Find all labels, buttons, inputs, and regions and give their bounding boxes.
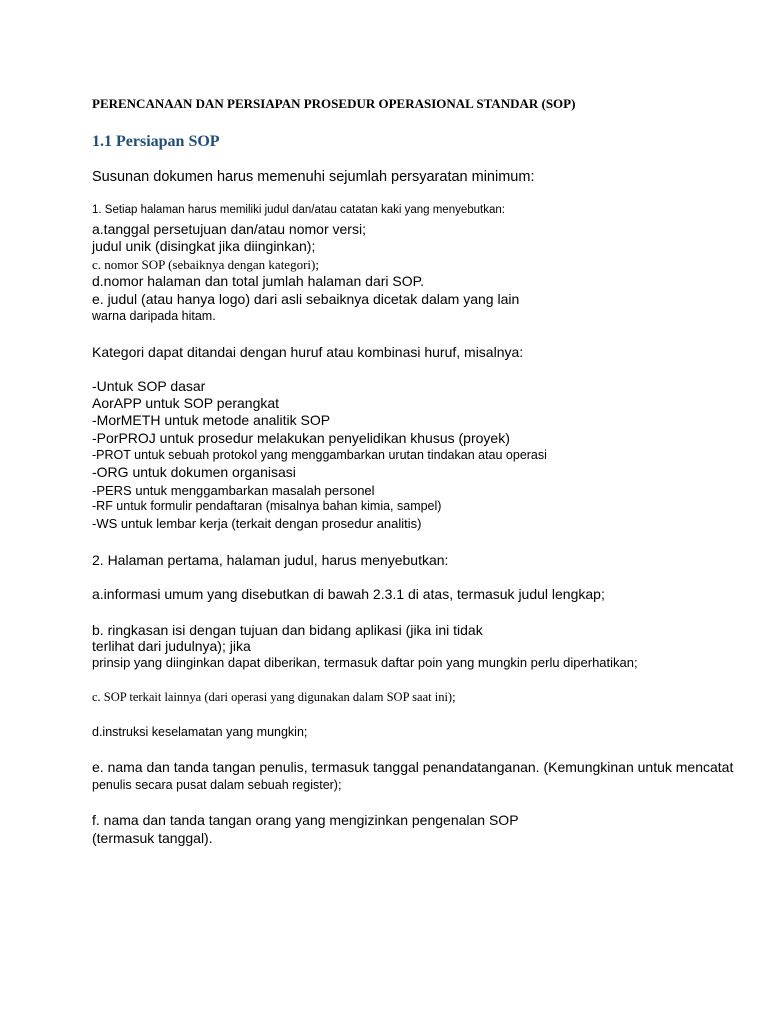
- category-item: -WS untuk lembar kerja (terkait dengan prosedur analitis): [92, 516, 422, 531]
- req2-item-b-line3: prinsip yang diinginkan dapat diberikan, termasuk daftar poin yang mungkin perlu diperhatikan;: [92, 655, 638, 670]
- category-item: -PorPROJ untuk prosedur melakukan penyelidikan khusus (proyek): [92, 430, 510, 446]
- req1-item-b: judul unik (disingkat jika diinginkan);: [92, 238, 316, 254]
- category-item: -MorMETH untuk metode analitik SOP: [92, 412, 331, 428]
- req2-item-f-line2: (termasuk tanggal).: [92, 830, 213, 846]
- req2-item-e-line1: e. nama dan tanda tangan penulis, termasuk tanggal penandatanganan. (Kemungkinan untuk mencatat: [92, 759, 734, 775]
- req2-lead: 2. Halaman pertama, halaman judul, harus menyebutkan:: [92, 552, 449, 568]
- category-item: -RF untuk formulir pendaftaran (misalnya bahan kimia, sampel): [92, 499, 442, 513]
- section-heading: 1.1 Persiapan SOP: [92, 133, 220, 150]
- category-item: AorAPP untuk SOP perangkat: [92, 395, 280, 411]
- req2-item-b-line2: terlihat dari judulnya); jika: [92, 638, 251, 654]
- req1-item-c: c. nomor SOP (sebaiknya dengan kategori);: [92, 257, 319, 272]
- category-item: -PERS untuk menggambarkan masalah personel: [92, 483, 375, 498]
- category-item: -PROT untuk sebuah protokol yang menggambarkan urutan tindakan atau operasi: [92, 448, 547, 462]
- req2-item-a: a.informasi umum yang disebutkan di bawah 2.3.1 di atas, termasuk judul lengkap;: [92, 586, 605, 602]
- req1-item-e-line1: e. judul (atau hanya logo) dari asli sebaiknya dicetak dalam yang lain: [92, 291, 520, 307]
- document-title: PERENCANAAN DAN PERSIAPAN PROSEDUR OPERASIONAL STANDAR (SOP): [92, 96, 576, 111]
- req2-item-c: c. SOP terkait lainnya (dari operasi yang digunakan dalam SOP saat ini);: [92, 690, 456, 704]
- intro-paragraph: Susunan dokumen harus memenuhi sejumlah persyaratan minimum:: [92, 169, 535, 185]
- category-item: -ORG untuk dokumen organisasi: [92, 464, 296, 480]
- req2-item-d: d.instruksi keselamatan yang mungkin;: [92, 725, 308, 739]
- req2-item-b-line1: b. ringkasan isi dengan tujuan dan bidang aplikasi (jika ini tidak: [92, 622, 483, 638]
- req2-item-f-line1: f. nama dan tanda tangan orang yang mengizinkan pengenalan SOP: [92, 812, 519, 828]
- req1-item-a: a.tanggal persetujuan dan/atau nomor versi;: [92, 221, 366, 237]
- categories-intro: Kategori dapat ditandai dengan huruf atau kombinasi huruf, misalnya:: [92, 344, 524, 360]
- req2-item-e-line2: penulis secara pusat dalam sebuah register);: [92, 778, 342, 792]
- req1-lead: 1. Setiap halaman harus memiliki judul dan/atau catatan kaki yang menyebutkan:: [92, 204, 505, 216]
- category-item: -Untuk SOP dasar: [92, 378, 206, 394]
- req1-item-d: d.nomor halaman dan total jumlah halaman dari SOP.: [92, 273, 425, 289]
- req1-item-e-line2: warna daripada hitam.: [92, 309, 216, 323]
